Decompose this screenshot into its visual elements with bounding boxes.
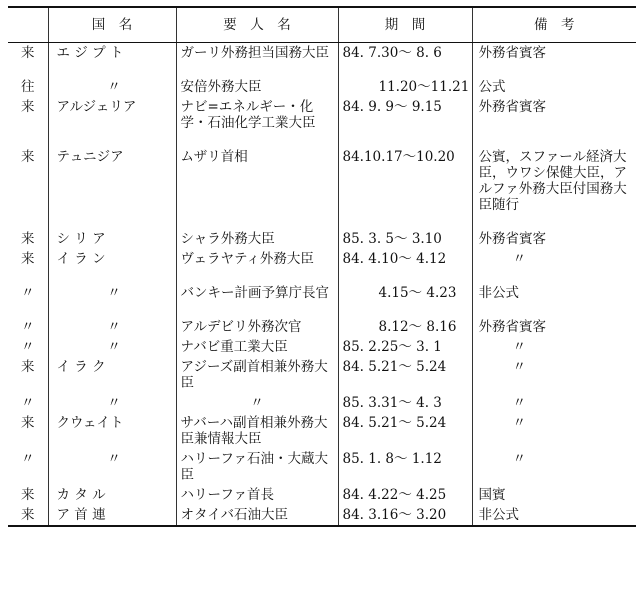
remarks-cell: 〃 — [472, 357, 636, 393]
country-cell: エ ジ プ ト — [48, 43, 176, 77]
period-cell: 85. 2.25〜 3. 1 — [338, 337, 472, 357]
remarks-cell: 外務省賓客 — [472, 317, 636, 337]
header-row — [8, 7, 636, 43]
period-cell: 84. 3.16〜 3.20 — [338, 505, 472, 526]
period-cell: 11.20〜11.21 — [338, 77, 472, 97]
official-cell: ムザリ首相 — [176, 147, 338, 229]
country-cell: 〃 — [48, 77, 176, 97]
table-row — [8, 97, 636, 147]
period-cell: 85. 1. 8〜 1.12 — [338, 449, 472, 485]
direction-cell: 来 — [21, 414, 35, 431]
remarks-cell: 国賓 — [472, 485, 636, 505]
remarks-cell: 非公式 — [472, 283, 636, 317]
official-cell: 安倍外務大臣 — [176, 77, 338, 97]
direction-cell: 〃 — [21, 284, 35, 301]
official-cell: サバーハ副首相兼外務大臣兼情報大臣 — [176, 413, 338, 449]
remarks-cell: 〃 — [472, 337, 636, 357]
country-cell: アルジェリア — [48, 97, 176, 147]
official-cell: 〃 — [176, 393, 338, 413]
direction-cell: 〃 — [21, 318, 35, 335]
table-row — [8, 449, 636, 485]
direction-cell: 来 — [21, 45, 35, 61]
direction-cell: 〃 — [21, 394, 35, 411]
direction-cell: 〃 — [21, 338, 35, 355]
remarks-cell: 〃 — [472, 449, 636, 485]
country-cell: シ リ ア — [48, 229, 176, 249]
country-cell: 〃 — [48, 283, 176, 317]
table-row — [8, 357, 636, 393]
official-cell: バンキー計画予算庁長官 — [176, 283, 338, 317]
remarks-cell: 外務省賓客 — [472, 43, 636, 77]
direction-cell: 往 — [21, 78, 35, 95]
country-cell: クウェイト — [48, 413, 176, 449]
country-cell: 〃 — [48, 393, 176, 413]
official-cell: ナバビ重工業大臣 — [176, 337, 338, 357]
direction-cell: 来 — [21, 148, 35, 165]
period-cell: 84.10.17〜10.20 — [338, 147, 472, 229]
visits-table — [8, 6, 636, 527]
remarks-cell: 外務省賓客 — [472, 229, 636, 249]
table-row — [8, 393, 636, 413]
table-row — [8, 413, 636, 449]
official-cell: ヴェラヤティ外務大臣 — [176, 249, 338, 283]
table-row — [8, 77, 636, 97]
remarks-cell: 〃 — [472, 393, 636, 413]
period-cell: 85. 3. 5〜 3.10 — [338, 229, 472, 249]
country-cell: ア 首 連 — [48, 505, 176, 526]
table-row — [8, 249, 636, 283]
table-row — [8, 147, 636, 229]
table-row — [8, 283, 636, 317]
period-cell: 84. 7.30〜 8. 6 — [338, 43, 472, 77]
remarks-cell: 〃 — [472, 413, 636, 449]
country-cell: 〃 — [48, 317, 176, 337]
table-row — [8, 43, 636, 77]
remarks-cell: 〃 — [472, 249, 636, 283]
period-cell: 84. 5.21〜 5.24 — [338, 413, 472, 449]
official-cell: ガーリ外務担当国務大臣 — [176, 43, 338, 77]
direction-cell: 来 — [21, 98, 35, 115]
official-cell: アジーズ副首相兼外務大臣 — [176, 357, 338, 393]
remarks-cell: 公賓，スファール経済大臣，ウワシ保健大臣，アルファ外務大臣付国務大臣随行 — [472, 147, 636, 229]
period-cell: 84. 5.21〜 5.24 — [338, 357, 472, 393]
official-cell: オタイバ石油大臣 — [176, 505, 338, 526]
direction-cell: 来 — [21, 230, 35, 247]
direction-cell: 来 — [21, 250, 35, 267]
country-cell: 〃 — [48, 337, 176, 357]
direction-cell: 来 — [21, 486, 35, 503]
header-direction — [8, 7, 48, 43]
country-cell: カ タ ル — [48, 485, 176, 505]
header-country: 国 名 — [48, 7, 176, 43]
country-cell: テュニジア — [48, 147, 176, 229]
country-cell: イ ラ ン — [48, 249, 176, 283]
remarks-cell: 非公式 — [472, 505, 636, 526]
official-cell: ナビ=エネルギー・化学・石油化学工業大臣 — [176, 97, 338, 147]
table-row — [8, 485, 636, 505]
direction-cell: 〃 — [21, 450, 35, 467]
period-cell: 84. 4.22〜 4.25 — [338, 485, 472, 505]
country-cell: イ ラ ク — [48, 357, 176, 393]
period-cell: 8.12〜 8.16 — [338, 317, 472, 337]
table-row — [8, 337, 636, 357]
official-cell: ハリーファ首長 — [176, 485, 338, 505]
table-row — [8, 505, 636, 526]
header-remarks: 備 考 — [472, 7, 636, 43]
table-row — [8, 317, 636, 337]
remarks-cell: 公式 — [472, 77, 636, 97]
official-cell: アルデビリ外務次官 — [176, 317, 338, 337]
direction-cell: 来 — [21, 358, 35, 375]
period-cell: 84. 4.10〜 4.12 — [338, 249, 472, 283]
official-cell: シャラ外務大臣 — [176, 229, 338, 249]
direction-cell: 来 — [8, 505, 48, 526]
official-cell: ハリーファ石油・大蔵大臣 — [176, 449, 338, 485]
table-body — [8, 43, 636, 526]
country-cell: 〃 — [48, 449, 176, 485]
table-row — [8, 229, 636, 249]
period-cell: 84. 9. 9〜 9.15 — [338, 97, 472, 147]
remarks-cell: 外務省賓客 — [472, 97, 636, 147]
header-period: 期 間 — [338, 7, 472, 43]
period-cell: 85. 3.31〜 4. 3 — [338, 393, 472, 413]
period-cell: 4.15〜 4.23 — [338, 283, 472, 317]
header-official: 要 人 名 — [176, 7, 338, 43]
